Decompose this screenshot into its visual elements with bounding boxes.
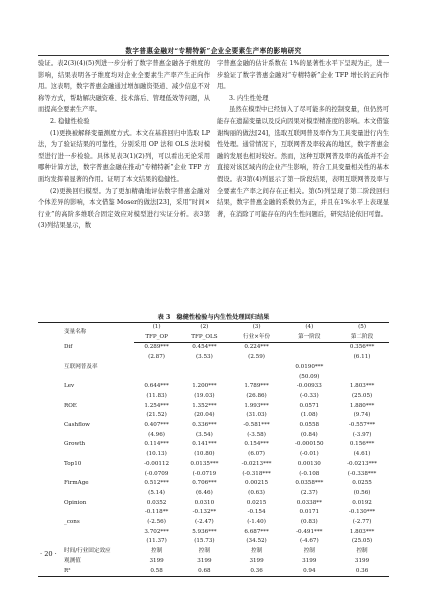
coef-cell: -0.00112 [144, 460, 170, 467]
coef-cell: -0.557*** [348, 422, 376, 429]
coef-cell: (-1.40) [247, 519, 266, 526]
coef-cell: 0.644*** [144, 383, 169, 390]
table-row [38, 392, 389, 402]
se-cell [179, 373, 229, 383]
coef-cell: 0.0190*** [295, 363, 324, 370]
col-model: 行业×年份 [230, 333, 284, 343]
regression-table [38, 322, 389, 577]
se-cell: -0.118** [144, 509, 169, 516]
se-cell: (-0.01) [299, 451, 319, 458]
row-label: Cashflow [64, 422, 90, 429]
row-label [38, 537, 134, 547]
se-cell: (19.03) [194, 392, 215, 399]
coef-cell: 0.68 [179, 567, 229, 577]
col-number: (2) [179, 323, 229, 333]
coef-cell: 3199 [149, 557, 164, 564]
running-title: 数字普惠金融对“专精特新”企业全要素生产率的影响研究 [125, 47, 302, 55]
coef-cell: 控制 [250, 548, 263, 555]
coef-cell: 0.0255 [352, 480, 372, 487]
se-cell: (3.54) [195, 431, 213, 438]
se-cell: (21.52) [146, 412, 167, 419]
se-cell: (11.83) [146, 392, 167, 399]
row-label [38, 392, 134, 402]
coef-cell [284, 343, 336, 353]
se-cell: (0.56) [353, 489, 371, 496]
col-model: 第一阶段 [284, 333, 336, 343]
table-row [38, 470, 389, 480]
coef-cell: (15.73) [194, 538, 215, 545]
table-row [38, 528, 389, 538]
coef-cell [179, 363, 229, 373]
coef-cell: 0.00215 [244, 480, 269, 487]
coef-cell [335, 363, 389, 373]
se-cell [284, 353, 336, 363]
row-label: R² [38, 567, 134, 577]
se-cell: (-0.0719 [192, 470, 217, 477]
table-row [38, 382, 389, 392]
se-cell: (2.59) [248, 354, 265, 361]
row-label: FirmAge [64, 480, 89, 487]
coef-cell: -0.0213*** [347, 460, 377, 467]
se-cell: (5.14) [148, 489, 165, 496]
se-cell: (0.63) [248, 489, 265, 496]
se-cell: 6.687*** [244, 528, 269, 535]
left-paragraph-3-text: (2)更换回归模型。为了更加精确地评估数字普惠金融对个体差异的影响，本文借鉴 Moser的做法[ [38, 187, 210, 207]
right-column [217, 58, 389, 220]
se-cell: (10.80) [194, 451, 215, 458]
left-paragraph-3-cont: ]，采用“时间×行业”的高阶多维联合固定效应对模型进行实证分析。表3第(3)列结果显示，数 [38, 199, 211, 230]
table-row [38, 431, 389, 441]
row-label [38, 508, 134, 518]
table-row [38, 373, 389, 383]
coef-cell: 0.289*** [144, 344, 169, 351]
coef-cell: 0.407*** [144, 422, 169, 429]
coef-cell: 1.993*** [244, 402, 269, 409]
coef-cell: 1.880*** [349, 402, 375, 409]
se-cell: (6.46) [195, 489, 213, 496]
coef-cell: 3199 [302, 557, 317, 564]
row-label: Opinion [64, 499, 87, 506]
coef-cell: 0.94 [284, 567, 336, 577]
col-model: TFP_OP [134, 333, 179, 343]
left-column [38, 58, 210, 232]
se-cell: (6.07) [248, 451, 265, 458]
table-caption: 表 3 稳健性检验与内生性处理回归结果 [157, 314, 270, 321]
row-label: _cons [64, 519, 80, 526]
coef-cell: 0.336*** [192, 422, 217, 429]
se-cell: (2.87) [148, 354, 165, 361]
table-row [38, 557, 389, 567]
coef-cell: 0.0310 [194, 499, 215, 506]
row-label [38, 470, 134, 480]
se-cell: (-3.97) [352, 431, 372, 438]
coef-cell: (25.05) [351, 538, 373, 545]
se-cell: (26.86) [246, 392, 267, 399]
table-row [38, 343, 389, 353]
row-label: Growth [64, 441, 86, 448]
coef-cell: 0.58 [134, 567, 179, 577]
coef-cell: 0.154*** [244, 441, 269, 448]
table-row [38, 450, 389, 460]
table-row [38, 411, 389, 421]
coef-cell: 0.0352 [146, 499, 167, 506]
se-cell: (-0.0709 [144, 470, 169, 477]
row-label: 观测值 [64, 557, 81, 564]
table-row [38, 567, 389, 577]
coef-cell: 3199 [354, 557, 370, 564]
table-row [38, 537, 389, 547]
se-cell: 1.803*** [349, 528, 375, 535]
coef-cell: 1.254*** [144, 402, 169, 409]
se-cell [230, 373, 284, 383]
col-model: TFP_OLS [179, 333, 229, 343]
se-cell: (0.84) [300, 431, 318, 438]
row-label: Dif [64, 344, 73, 351]
row-label [38, 353, 134, 363]
coef-cell: (-2.47) [195, 519, 214, 526]
section-heading-endogeneity: 3. 内生性处理 [229, 94, 269, 102]
coef-cell: 0.36 [335, 567, 389, 577]
header-variable-name: 变量名称 [38, 323, 134, 343]
page-number: · 20 · [40, 550, 57, 558]
se-cell: (3.53) [195, 354, 213, 361]
table-row [38, 402, 389, 412]
coef-cell: 3199 [197, 557, 212, 564]
table-row [38, 479, 389, 489]
coef-cell: 3199 [249, 557, 264, 564]
col-number: (3) [230, 323, 284, 333]
coef-cell: 控制 [356, 548, 368, 555]
se-cell: (10.13) [146, 451, 167, 458]
col-model: 第二阶段 [335, 333, 389, 343]
se-cell: (6.11) [353, 354, 371, 361]
col-number: (4) [284, 323, 336, 333]
coef-cell: -0.00933 [296, 383, 322, 390]
coef-cell [134, 363, 179, 373]
se-cell: -0.154 [247, 509, 266, 516]
coef-cell: (34.52) [246, 538, 267, 545]
coef-cell: 0.0571 [299, 402, 320, 409]
se-cell: -0.132** [192, 509, 217, 516]
row-label: ROE [64, 402, 77, 409]
se-cell: (-0.338*** [347, 470, 377, 477]
right-paragraph-2-cont: ]，选取互联网普及率作为工具变量进行内生性处理。通常情况下，互联网普及率较高的地区，数字普惠金融的发展也相对较好。然而，这种互联网普及率的高低并不会直接对该区域内的企业产生影响，符合工具变量相关性的基本假设。表3第(4)列显示了第一阶段结果，表明互联网普及率与全要素生产率之间存在正相关。第(5)列呈现了第二阶段回归结果，数字普惠金融的系数仍为正，并且在1%水平上表现显著，在消除了可能存在的内生性问题后，研究结论依旧可靠。 [217, 129, 389, 218]
table-row [38, 363, 389, 373]
coef-cell: 0.512*** [144, 480, 169, 487]
coef-cell: 0.356*** [349, 344, 375, 351]
table-row [38, 518, 389, 528]
col-number: (1) [134, 323, 179, 333]
table-body [38, 343, 389, 577]
coef-cell: 0.36 [230, 567, 284, 577]
coef-cell: 0.114*** [144, 441, 169, 448]
se-cell: (50.09) [299, 373, 320, 380]
coef-cell: -0.0213*** [241, 460, 272, 467]
row-label: 时间/行业固定效应 [64, 548, 111, 555]
coef-cell: 0.0358*** [295, 480, 324, 487]
table-row [38, 508, 389, 518]
se-cell [134, 373, 179, 383]
se-cell: (9.74) [353, 412, 371, 419]
se-cell: (-0.108 [299, 470, 320, 477]
coef-cell: 1.200*** [192, 383, 217, 390]
section-heading-robustness: 2. 稳健性检验 [50, 117, 90, 125]
coef-cell: 1.789*** [244, 383, 269, 390]
row-label [38, 528, 134, 538]
se-cell: (-3.58) [247, 431, 266, 438]
se-cell: 3.702*** [144, 528, 169, 535]
row-label [38, 489, 134, 499]
row-label [38, 373, 134, 383]
se-cell: (1.08) [300, 412, 318, 419]
coef-cell: 控制 [303, 548, 315, 555]
coef-cell: (-4.67) [299, 538, 319, 545]
coef-cell: 1.352*** [192, 402, 217, 409]
se-cell: -0.491*** [296, 528, 323, 535]
coef-cell: 0.0135*** [190, 460, 219, 467]
coef-cell: 0.706*** [192, 480, 217, 487]
coef-cell: 0.0192 [352, 499, 372, 506]
coef-cell: 0.0558 [299, 422, 320, 429]
row-label: Top10 [64, 460, 82, 467]
se-cell: (4.96) [148, 431, 165, 438]
citation-ref-23: 23 [158, 199, 167, 207]
table-row [38, 421, 389, 431]
table-row [38, 499, 389, 509]
coef-cell: -0.000150 [295, 441, 324, 448]
se-cell: (20.04) [194, 412, 215, 419]
coef-cell: 0.141*** [192, 441, 217, 448]
table-row [38, 460, 389, 470]
left-paragraph-2: (1)更换被解释变量测度方式。本文在基准回归中选取 LP 法，为了验证结果的可靠性，分别采用 OP 法和 OLS 法对模型进行进一步检验。具体见表3(1)(2)列，可以看出无论采用哪种计算方法，数字普惠金融在推动“专精特新”企业 TFP 方面均发挥着显著的作用。证明了本文结果的稳健性。 [38, 129, 210, 183]
left-paragraph-1: 验证。表2(3)(4)(5)列进一步分析了数字普惠金融各子维度的影响，结果表明各子维度均对企业全要素生产率产生正向作用。这表明，数字普惠金融通过增加融资渠道、减少信息不对称等方式，帮助解决融资难、技术落后、管理低效等问题，从而提高全要素生产率。 [38, 60, 210, 114]
coef-cell: 0.156*** [349, 441, 375, 448]
left-paragraph-3 [38, 186, 210, 232]
se-cell: (31.03) [246, 412, 267, 419]
citation-ref-24: 24 [257, 129, 266, 137]
coef-cell: 控制 [150, 548, 163, 555]
coef-cell [230, 363, 284, 373]
right-paragraph-2 [217, 104, 389, 220]
row-label [38, 411, 134, 421]
se-cell: (4.61) [353, 451, 371, 458]
se-cell: 0.0171 [299, 509, 320, 516]
se-cell: (-0.33) [299, 392, 319, 399]
coef-cell: 0.224*** [244, 344, 269, 351]
coef-cell: (0.83) [300, 519, 318, 526]
row-label: 互联网普及率 [64, 363, 98, 370]
right-paragraph-2-text: 虽然在模型中已经加入了尽可能多的控制变量，但仍然可能存在遗漏变量以及反向因果对模型精准度的影响。本文借鉴谢绚丽的做法[ [217, 106, 389, 137]
coef-cell: (11.37) [146, 538, 167, 545]
coef-cell: 0.0338** [296, 499, 322, 506]
col-number: (5) [335, 323, 389, 333]
se-cell: 5.936*** [192, 528, 217, 535]
row-label: Lev [64, 383, 75, 390]
coef-cell: (-2.56) [147, 519, 166, 526]
se-cell: -0.130*** [348, 509, 376, 516]
se-cell: (25.05) [351, 392, 373, 399]
coef-cell: 控制 [198, 548, 210, 555]
coef-cell: (-2.77) [352, 519, 372, 526]
coef-cell: -0.581*** [243, 422, 270, 429]
coef-cell: 1.803*** [349, 383, 375, 390]
se-cell: (-0.318*** [242, 470, 271, 477]
right-paragraph-1: 字普惠金融的估计系数在 1%的显著性水平下呈现为正，进一步验证了数字普惠金融对“专精特新”企业 TFP 增长的正向作用。 [217, 60, 389, 91]
coef-cell: 0.454*** [192, 344, 217, 351]
coef-cell: 0.0215 [246, 499, 267, 506]
table-row [38, 353, 389, 363]
coef-cell: 0.00130 [297, 460, 321, 467]
table-row [38, 440, 389, 450]
header-rule [38, 55, 389, 56]
se-cell [335, 373, 389, 383]
row-label [38, 450, 134, 460]
table-row [38, 547, 389, 557]
row-label [38, 431, 134, 441]
table-row [38, 489, 389, 499]
se-cell: (2.37) [300, 489, 318, 496]
